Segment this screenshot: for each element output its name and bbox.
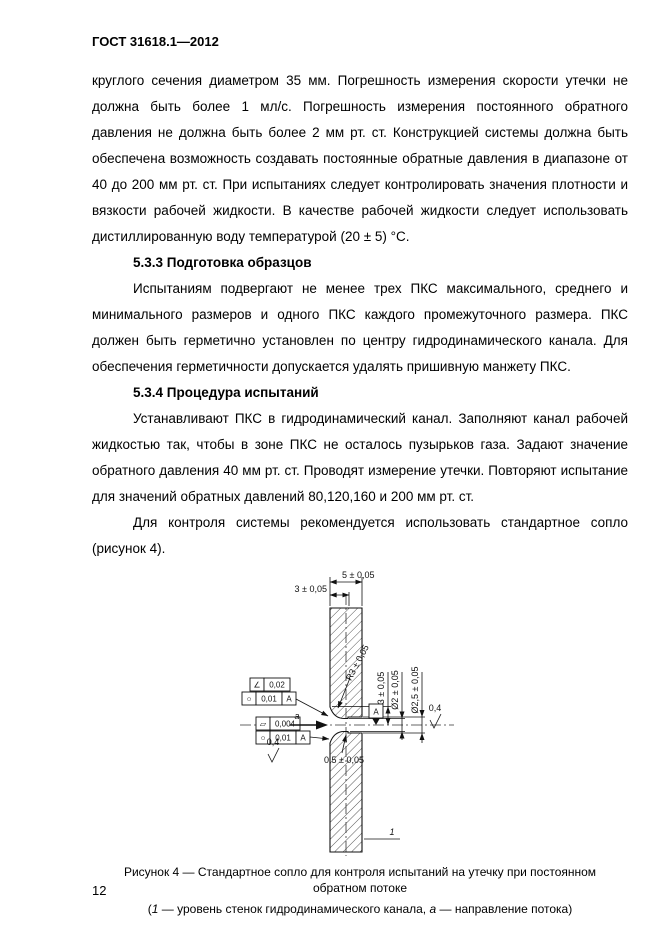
dim-throat-diameter: Ø2 ± 0,05	[390, 670, 400, 710]
body-text	[92, 68, 628, 562]
fcf1-value: 0,02	[269, 680, 285, 690]
nozzle-technical-drawing	[92, 568, 628, 860]
fcf4-value: 0,01	[275, 733, 291, 743]
dim-entry-radius: R3 ± 0,05	[343, 643, 371, 683]
section-heading-5-3-4: 5.3.4 Процедура испытаний	[133, 385, 319, 400]
datum-a-label: A	[373, 707, 379, 717]
roughness-mark-left-icon	[268, 748, 279, 762]
roughness-right-value: 0,4	[428, 703, 442, 713]
datum-triangle	[372, 718, 380, 725]
level-callout-label: 1	[389, 827, 395, 837]
dim-top-offset: 3 ± 0,05	[294, 584, 327, 594]
paragraph-continuation: круглого сечения диаметром 35 мм. Погрешность измерения скорости утечки не должна быть более 1 мл/с. Погрешность измерения постоянного обратного давления не должна быть более 2 мм рт. ст. Конструкцией системы должна быть обеспечена возможность создавать постоянные обратные давления в диапазоне от 40 до 200 мм рт. ст. При испытаниях следует контролировать значения плотности и вязкости рабочей жидкости. В качестве рабочей жидкости следует использовать дистиллированную воду температурой (20 ± 5) °С.	[92, 73, 628, 244]
note-item1-text: — уровень стенок гидродинамического канала,	[158, 902, 430, 916]
note-item1-label: 1	[151, 902, 159, 916]
fcf3-value: 0,004	[274, 719, 296, 729]
figure-note	[92, 901, 628, 917]
doc-number-header: ГОСТ 31618.1—2012	[92, 34, 219, 49]
fcf1-symbol-icon: ∠	[253, 680, 261, 690]
fcf4-datum-ref: A	[300, 733, 306, 743]
fcf2-value: 0,01	[261, 694, 277, 704]
figure-4-drawing	[92, 568, 628, 860]
flow-arrow-icon	[316, 721, 328, 730]
roughness-left-value: 0,4	[266, 737, 280, 747]
section-heading-5-3-3: 5.3.3 Подготовка образцов	[133, 255, 312, 270]
note-item2-label: а	[429, 902, 437, 916]
note-item2-text: — направление потока)	[436, 902, 573, 916]
fcf2-symbol-icon: ○	[246, 694, 252, 704]
paragraph-procedure: Устанавливают ПКС в гидродинамический канал. Заполняют канал рабочей жидкостью так, чтобы в зоне ПКС не осталось пузырьков газа. Задают значение обратного давления 40 мм рт. ст. Проводят измерение утечки. Повторяют испытание для значений обратных давлений 80,120,160 и 200 мм рт. ст.	[92, 411, 628, 504]
roughness-mark-right-icon	[430, 714, 441, 728]
nozzle-plate-lower	[330, 732, 362, 853]
fcf4-symbol-icon: ○	[260, 733, 266, 743]
dim-throat-land: 0,5 ± 0,05	[324, 755, 364, 765]
note-open: (	[147, 902, 152, 916]
page-number: 12	[92, 883, 107, 898]
dim-plate-thickness: 5 ± 0,05	[342, 570, 375, 580]
figure-caption: Рисунок 4 — Стандартное сопло для контроля испытаний на утечку при постоянном обратном потоке	[123, 865, 597, 895]
paragraph-samples: Испытаниям подвергают не менее трех ПКС максимального, среднего и минимального размеров и одного ПКС каждого промежуточного размера. ПКС должен быть герметично установлен по центру гидродинамического канала. Для обеспечения герметичности допускается удалять пришивную манжету ПКС.	[92, 281, 628, 374]
dim-entry-height: 3 ± 0,05	[376, 671, 386, 705]
flow-direction-label: а	[294, 711, 300, 721]
fcf2-datum-ref: A	[286, 694, 292, 704]
dim-exit-diameter: Ø2,5 ± 0,05	[410, 666, 420, 714]
paragraph-nozzle: Для контроля системы рекомендуется использовать стандартное сопло (рисунок 4).	[92, 515, 628, 556]
fcf3-symbol-icon: ⏥	[259, 719, 267, 729]
